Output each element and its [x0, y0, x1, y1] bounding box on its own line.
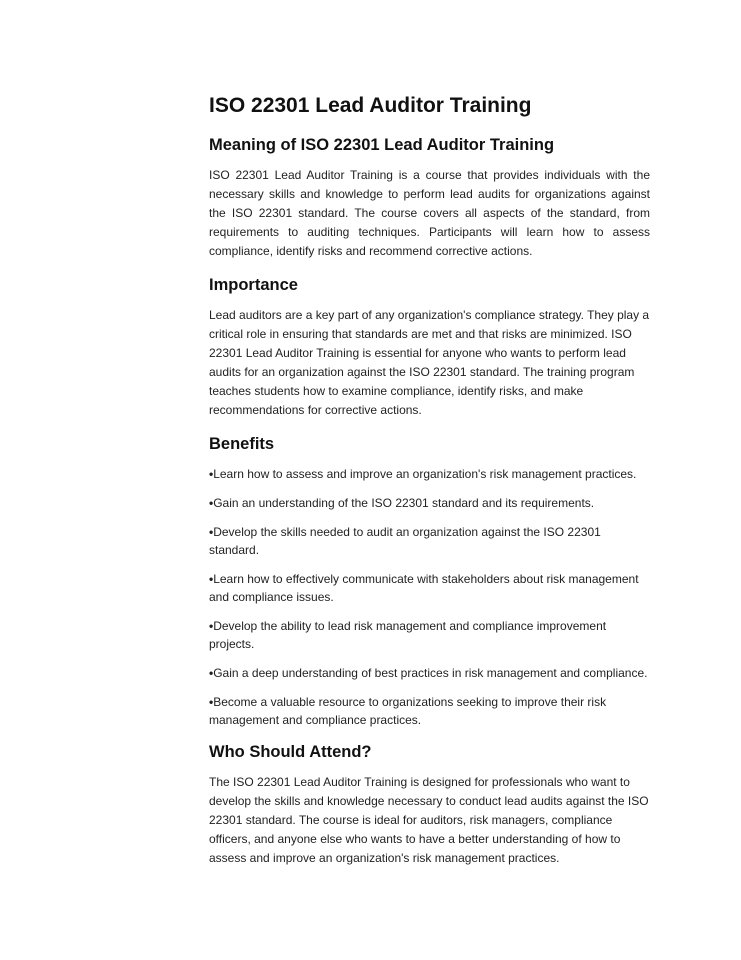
- document-title: ISO 22301 Lead Auditor Training: [209, 94, 532, 117]
- benefit-text: Gain a deep understanding of best practices in risk management and compliance.: [213, 666, 648, 680]
- benefit-item: [209, 523, 650, 559]
- benefit-text: Learn how to assess and improve an organization's risk management practices.: [213, 467, 637, 481]
- bullet-icon: •: [209, 467, 214, 481]
- benefit-text: Gain an understanding of the ISO 22301 standard and its requirements.: [213, 496, 595, 510]
- bullet-icon: •: [209, 695, 214, 709]
- importance-paragraph: Lead auditors are a key part of any organization's compliance strategy. They play a critical role in ensuring that standards are met and that risks are minimized. ISO 22301 Lead Auditor Training is essential for anyone who wants to perform lead audits for an organization against the ISO 22301 standard. The training program teaches students how to examine compliance, identify risks, and make recommendations for corrective actions.: [209, 308, 650, 417]
- benefit-text: Develop the skills needed to audit an organization against the ISO 22301 standard.: [209, 525, 601, 557]
- benefits-list: [209, 465, 650, 729]
- meaning-heading: Meaning of ISO 22301 Lead Auditor Training: [209, 136, 555, 154]
- benefit-text: Develop the ability to lead risk management and compliance improvement projects.: [209, 619, 607, 651]
- benefit-item: [209, 617, 650, 653]
- benefit-item: [209, 570, 650, 606]
- meaning-paragraph: ISO 22301 Lead Auditor Training is a course that provides individuals with the necessary skills and knowledge to perform lead audits for organizations against the ISO 22301 standard. The course covers all aspects of the standard, from requirements to auditing techniques. Participants will learn how to assess compliance, identify risks and recommend corrective actions.: [209, 168, 650, 258]
- attend-paragraph: The ISO 22301 Lead Auditor Training is designed for professionals who want to develop the skills and knowledge necessary to conduct lead audits against the ISO 22301 standard. The course is ideal for auditors, risk managers, compliance officers, and anyone else who wants to have a better understanding of how to assess and improve an organization's risk management practices.: [209, 775, 649, 865]
- document-page: [209, 92, 650, 881]
- bullet-icon: •: [209, 666, 214, 680]
- bullet-icon: •: [209, 572, 214, 586]
- bullet-icon: •: [209, 496, 214, 510]
- benefit-item: [209, 664, 650, 682]
- benefit-item: [209, 494, 650, 512]
- benefit-text: Learn how to effectively communicate with stakeholders about risk management and compliance issues.: [209, 572, 639, 604]
- benefits-heading: Benefits: [209, 435, 275, 453]
- importance-heading: Importance: [209, 276, 298, 294]
- benefit-text: Become a valuable resource to organizations seeking to improve their risk management and compliance practices.: [209, 695, 607, 727]
- bullet-icon: •: [209, 619, 214, 633]
- attend-heading: Who Should Attend?: [209, 743, 372, 761]
- bullet-icon: •: [209, 525, 214, 539]
- benefit-item: [209, 465, 650, 483]
- benefit-item: [209, 693, 650, 729]
